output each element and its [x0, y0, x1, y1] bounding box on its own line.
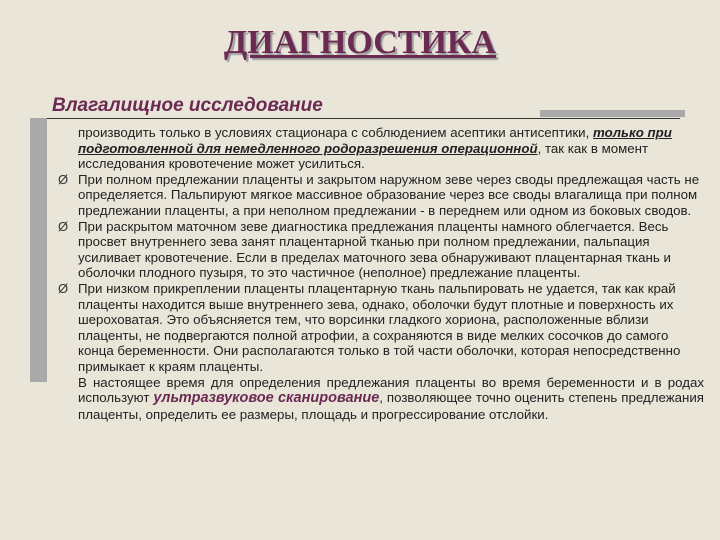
- closing-after: , позволяющее точно оценить степень предлежания плаценты, определить ее размеры, площадь и прогрессирование отслойки.: [78, 390, 704, 422]
- bullet-text: При низком прикреплении плаценты плацентарную ткань пальпировать не удается, так как край плаценты находится выше внутреннего зева, однако, оболочки будут плотные и поверхность их шероховатая. Это объясняется тем, что ворсинки гладкого хориона, расположенные вблизи плаценты, не подвергаются полной атрофии, а сохраняются в виде мелких сосочков до самого конца беременности. Они располагаются только в той части оболочки, которая непосредственно примыкает к краям плаценты.: [78, 280, 681, 374]
- decorative-bar-right: [540, 110, 685, 117]
- bullet-item: [58, 281, 704, 375]
- bullet-item: [58, 219, 704, 281]
- bullet-text: При раскрытом маточном зеве диагностика предлежания плаценты намного облегчается. Весь просвет внутреннего зева занят плацентарной тканью при полном предлежании, пальпация усиливает кровотечение. Если в пределах маточного зева обнаруживают плацентарная ткань и оболочки плодного пузыря, то это частичное (неполное) предлежание плаценты.: [78, 218, 671, 281]
- body-text: [58, 125, 704, 422]
- intro-rest: , так как в момент исследования кровотечение может усилиться.: [78, 140, 649, 172]
- decorative-bar-left: [30, 118, 47, 382]
- divider-line: [30, 118, 680, 119]
- intro-paragraph: [58, 125, 704, 172]
- bullet-text: При полном предлежании плаценты и закрытом наружном зеве через своды предлежащая часть не определяется. Пальпируют мягкое массивное образование через все своды влагалища при полном предлежании плаценты, а при неполном предлежании - в переднем или одном из боковых сводов.: [78, 171, 700, 218]
- arrow-bullet-icon: Ø: [58, 171, 69, 187]
- closing-before: В настоящее время для определения предлежания плаценты во время беременности и в родах используют: [78, 374, 704, 406]
- page-title: ДИАГНОСТИКА: [223, 24, 497, 61]
- section-subtitle: Влагалищное исследование: [52, 95, 323, 116]
- intro-line: производить только в условиях стационара с соблюдением асептики антисептики,: [78, 125, 590, 140]
- arrow-bullet-icon: Ø: [58, 218, 69, 234]
- bullet-item: [58, 172, 704, 219]
- closing-paragraph: [58, 375, 704, 423]
- arrow-bullet-icon: Ø: [58, 280, 69, 296]
- intro-emphasis: только при подготовленной для немедленного родоразрешения операционной: [78, 125, 672, 156]
- closing-emphasis: ультразвуковое сканирование: [153, 390, 380, 407]
